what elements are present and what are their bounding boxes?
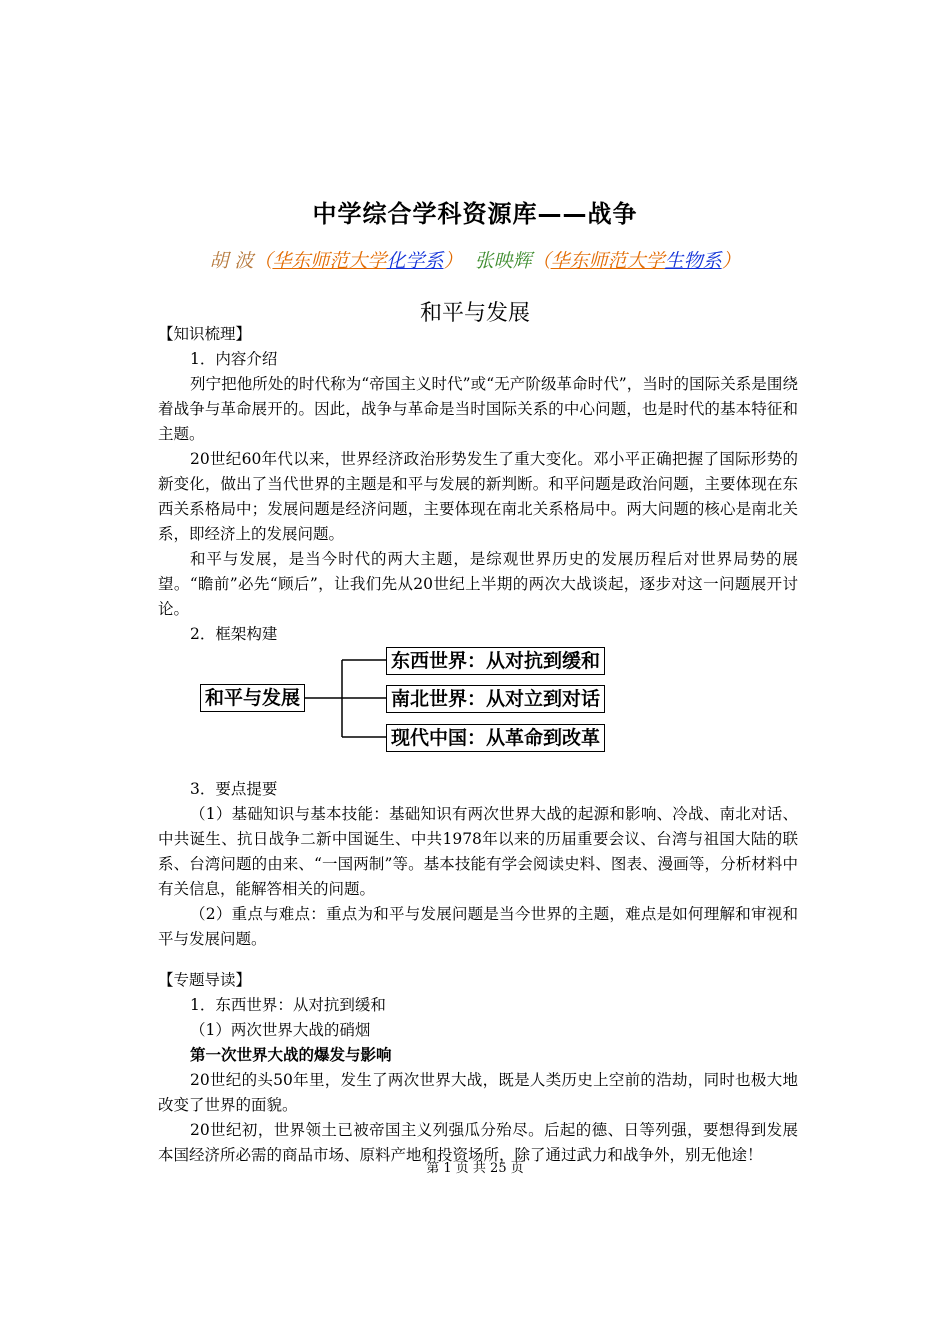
diagram-root-box: 和平与发展 [200,684,305,712]
paragraph: （2）重点与难点：重点为和平与发展问题是当今世界的主题，难点是如何理解和审视和平与发展问题。 [158,905,798,948]
section-heading: 【专题导读】 [158,971,252,989]
spacer [158,952,798,968]
section-heading: 【知识梳理】 [158,325,252,343]
list-heading: 1．东西世界：从对抗到缓和 [190,996,386,1014]
paragraph: 20世纪60年代以来，世界经济政治形势发生了重大变化。邓小平正确把握了国际形势的新变化，做出了当代世界的主题是和平与发展的新判断。和平问题是政治问题，主要体现在东西关系格局中；发展问题是经济问题，主要体现在南北关系格局中。两大问题的核心是南北关系，即经济上的发展问题。 [158,450,798,543]
document-title: 中学综合学科资源库——战争 [312,200,638,228]
author-hu-bo: 胡 波 [209,250,254,272]
diagram-branch-box: 东西世界：从对抗到缓和 [386,647,605,675]
page-footer: 第 1 页 共 25 页 [426,1161,524,1176]
list-heading: 3．要点提要 [190,780,278,798]
paragraph: 列宁把他所处的时代称为“帝国主义时代”或“无产阶级革命时代”，当时的国际关系是围绕着战争与革命展开的。因此，战争与革命是当时国际关系的中心问题，也是时代的基本特征和主题。 [158,375,798,443]
list-heading: 1．内容介绍 [190,350,278,368]
department-link-biology[interactable]: 生物系 [664,250,722,272]
university-link-1[interactable]: 华东师范大学 [272,250,387,272]
paren-close: ） [721,250,741,272]
paren-close: ） [443,250,463,272]
university-link-2[interactable]: 华东师范大学 [550,250,665,272]
paragraph: （1）基础知识与基本技能：基础知识有两次世界大战的起源和影响、冷战、南北对话、中共诞生、抗日战争二新中国诞生、中共1978年以来的历届重要会议、台湾与祖国大陆的联系、台湾问题的由来、“一国两制”等。基本技能有学会阅读史料、图表、漫画等，分析材料中有关信息，能解答相关的问题。 [158,805,798,898]
paren-open: （ [531,250,551,272]
diagram-branch-box: 现代中国：从革命到改革 [386,724,605,752]
paragraph: 20世纪初，世界领土已被帝国主义列强瓜分殆尽。后起的德、日等列强，要想得到发展本国经济所必需的商品市场、原料产地和投资场所，除了通过武力和战争外，别无他途！ [158,1121,798,1164]
framework-diagram [194,647,798,777]
department-link-chemistry[interactable]: 化学系 [386,250,444,272]
diagram-branch-box: 南北世界：从对立到对话 [386,685,605,713]
main-content [158,322,798,1168]
author-zhang-yinghui: 张映辉 [474,250,532,272]
list-heading: 2．框架构建 [190,625,278,643]
bold-heading: 第一次世界大战的爆发与影响 [190,1046,392,1064]
paragraph: 和平与发展，是当今时代的两大主题，是综观世界历史的发展历程后对世界局势的展望。“瞻前”必先“顾后”，让我们先从20世纪上半期的两次大战谈起，逐步对这一问题展开讨论。 [158,550,798,618]
paragraph: 20世纪的头50年里，发生了两次世界大战，既是人类历史上空前的浩劫，同时也极大地改变了世界的面貌。 [158,1071,798,1114]
author-line [0,246,950,273]
paren-open: （ [253,250,273,272]
section-subtitle: 和平与发展 [419,301,530,326]
sub-heading: （1）两次世界大战的硝烟 [190,1021,371,1039]
